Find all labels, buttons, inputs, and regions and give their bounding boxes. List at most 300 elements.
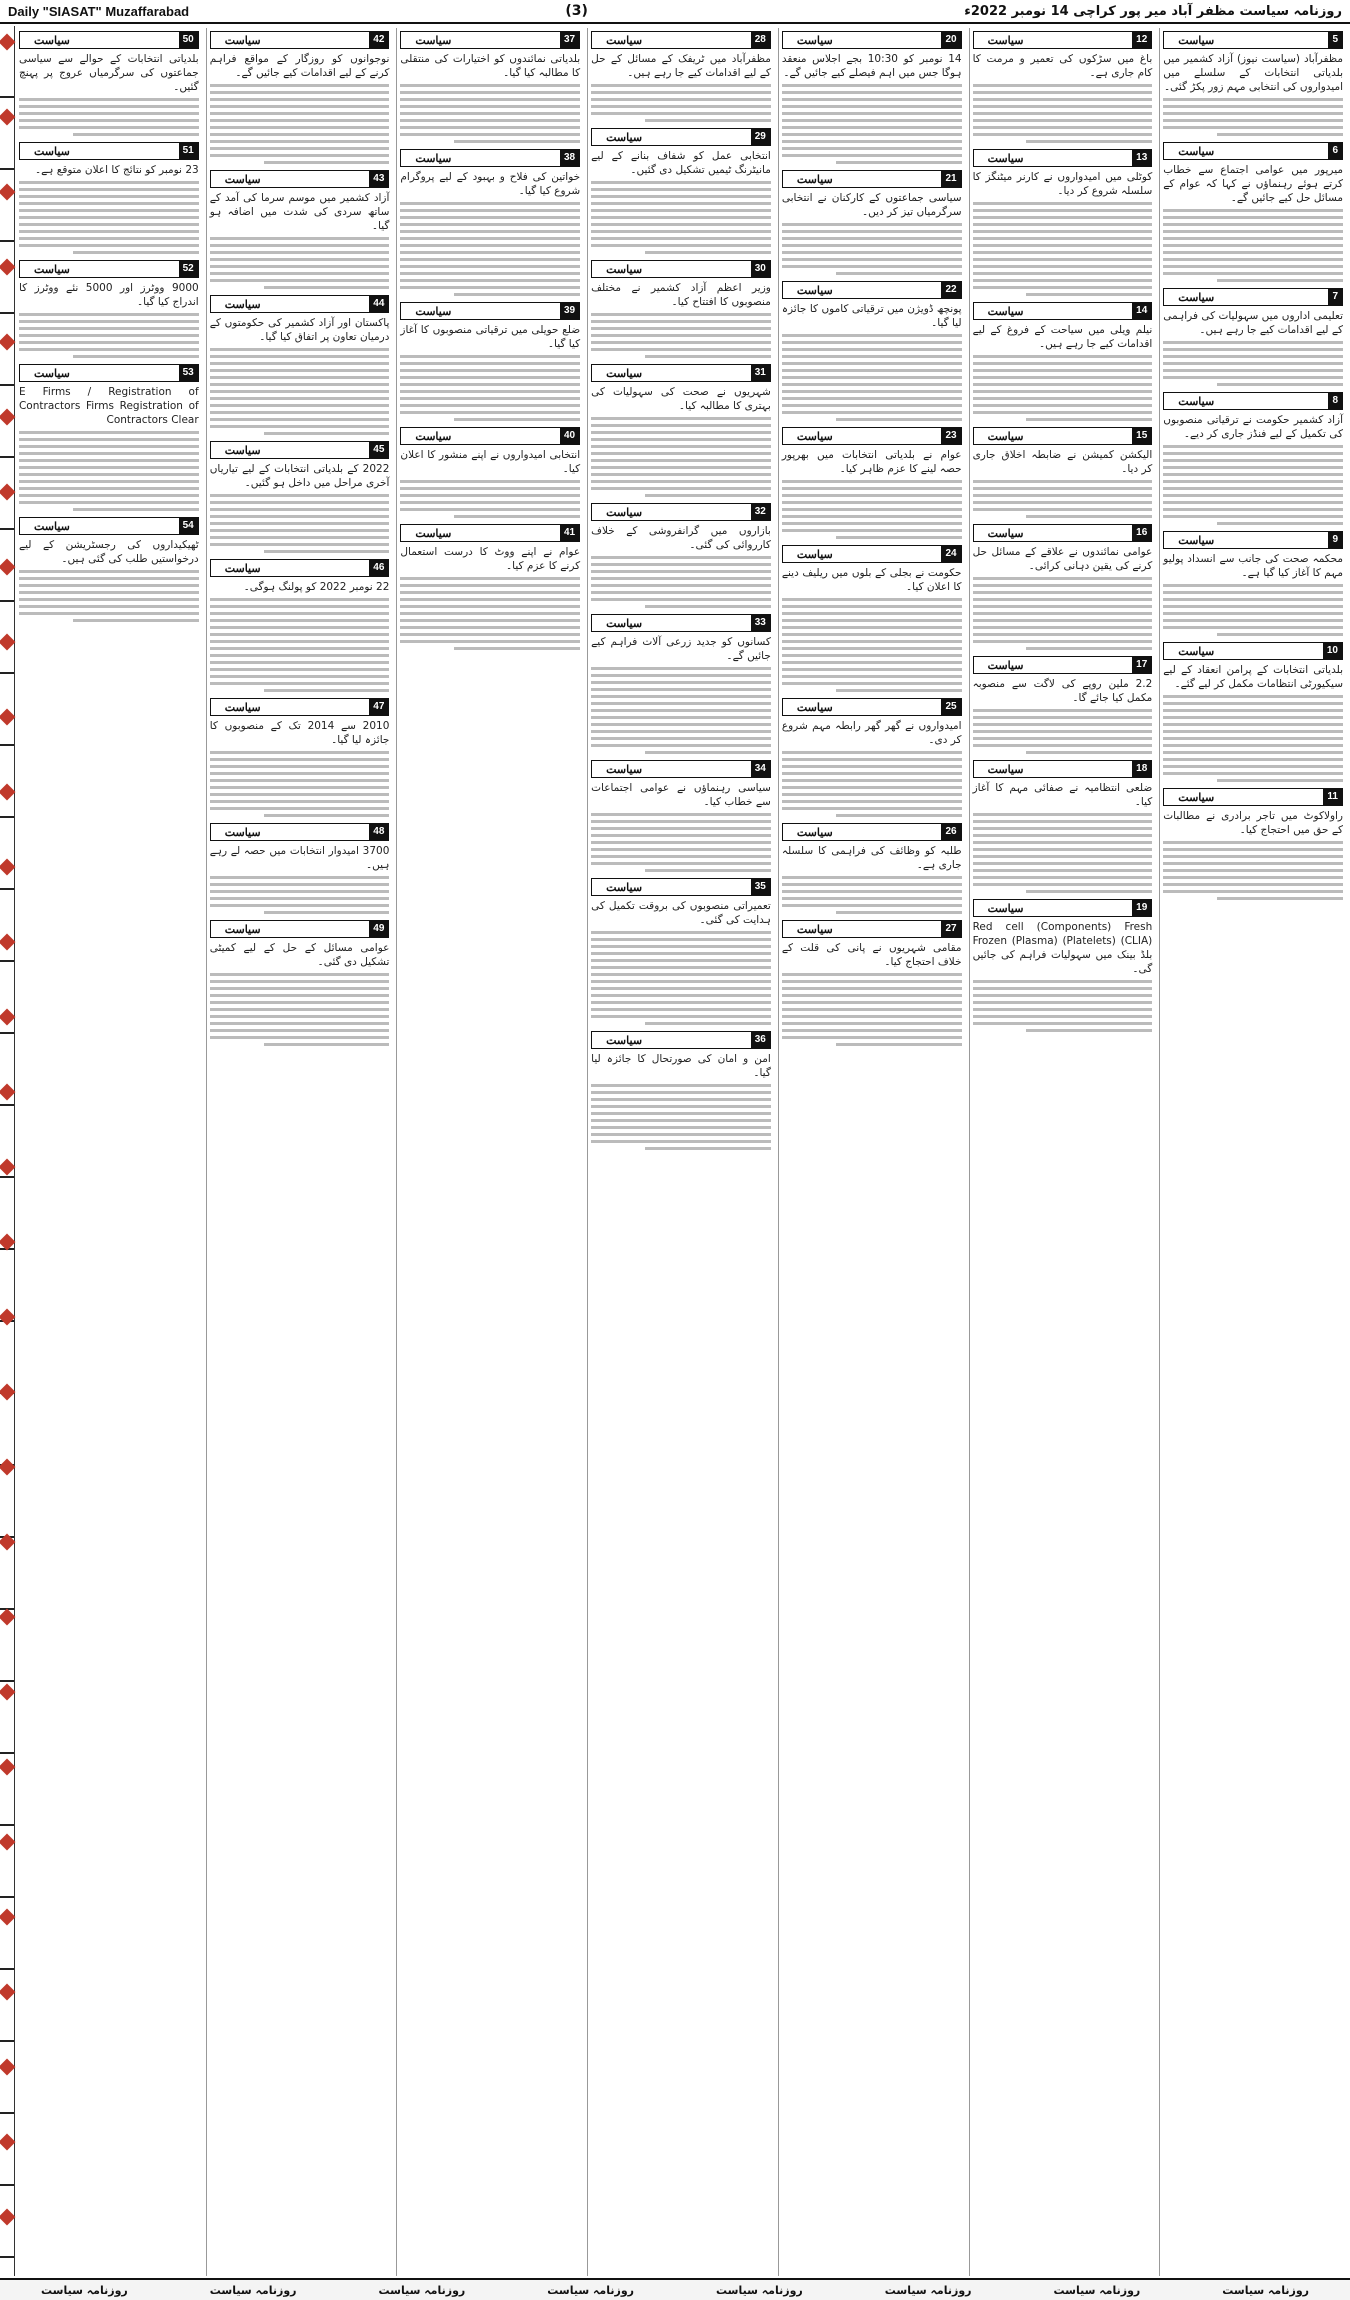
article-item: [1163, 288, 1343, 386]
rail-star-icon: [0, 34, 15, 51]
bottom-strip: [0, 2278, 1350, 2300]
article-text: عوامی نمائندوں نے علاقے کے مسائل حل کرنے کی یقین دہانی کرائی۔: [972, 546, 1153, 572]
text-filler: [782, 84, 962, 164]
article-item: [591, 364, 771, 497]
section-badge: [400, 524, 580, 542]
section-label: سیاست: [33, 33, 70, 47]
section-badge: [591, 878, 771, 896]
section-badge: [973, 149, 1153, 167]
article-text: 3700 امیدوار انتخابات میں حصہ لے رہے ہیں۔: [209, 845, 390, 871]
text-filler: [591, 1084, 771, 1150]
text-filler: [19, 181, 199, 254]
rail-star-icon: [0, 484, 15, 501]
rail-star-icon: [0, 2134, 15, 2151]
section-badge: [591, 260, 771, 278]
rail-star-icon: [0, 1309, 15, 1326]
rail-star-icon: [0, 634, 15, 651]
article-text: امیدواروں نے گھر گھر رابطہ مہم شروع کر دی۔: [781, 720, 962, 746]
section-label: سیاست: [415, 526, 452, 540]
text-filler: [591, 813, 771, 872]
text-filler: [210, 237, 390, 289]
article-item: [591, 503, 771, 608]
rail-star-icon: [0, 1009, 15, 1026]
article-text: بازاروں میں گرانفروشی کے خلاف کارروائی کی گئی۔: [591, 525, 771, 551]
article-item: [782, 823, 962, 914]
text-filler: [973, 355, 1153, 421]
section-label: سیاست: [987, 901, 1024, 915]
item-number: 41: [560, 525, 579, 541]
section-label: سیاست: [796, 547, 833, 561]
article-text: 22 نومبر 2022 کو پولنگ ہوگی۔: [243, 581, 390, 593]
article-item: [19, 517, 199, 622]
article-item: [782, 427, 962, 539]
text-filler: [210, 973, 390, 1046]
item-number: 50: [179, 32, 198, 48]
rail-star-icon: [0, 109, 15, 126]
text-filler: [782, 973, 962, 1046]
section-badge: [1163, 31, 1343, 49]
article-text: سیاسی رہنماؤں نے عوامی اجتماعات سے خطاب کیا۔: [591, 782, 771, 808]
section-label: سیاست: [415, 33, 452, 47]
text-filler: [19, 570, 199, 622]
article-item: [591, 760, 771, 872]
section-badge: [400, 427, 580, 445]
text-filler: [973, 577, 1153, 650]
masthead: [0, 0, 1350, 24]
section-label: سیاست: [987, 304, 1024, 318]
item-number: 18: [1132, 761, 1151, 777]
article-item: [973, 149, 1153, 296]
text-filler: [782, 480, 962, 539]
text-filler: [400, 84, 580, 143]
article-text: بلدیاتی نمائندوں کو اختیارات کی منتقلی کا مطالبہ کیا گیا۔: [400, 53, 581, 79]
article-item: [210, 559, 390, 692]
section-badge: [210, 698, 390, 716]
text-filler: [782, 751, 962, 817]
section-label: سیاست: [1178, 790, 1215, 804]
article-text: میرپور میں عوامی اجتماع سے خطاب کرتے ہوئے رہنماؤں نے کہا کہ عوام کے مسائل حل کیے جائیں گے۔: [1163, 164, 1343, 204]
bottom-strip-label: روزنامہ سیاست: [378, 2283, 466, 2297]
rail-star-icon: [0, 184, 15, 201]
article-item: [400, 524, 580, 650]
article-text: 9000 ووٹرز اور 5000 نئے ووٹرز کا اندراج کیا گیا۔: [18, 282, 199, 308]
section-badge: [1163, 531, 1343, 549]
text-filler: [973, 709, 1153, 754]
section-label: سیاست: [224, 700, 261, 714]
section-badge: [210, 559, 390, 577]
text-filler: [19, 431, 199, 511]
section-badge: [782, 281, 962, 299]
article-item: [1163, 31, 1343, 136]
section-label: سیاست: [1178, 394, 1215, 408]
item-number: 31: [751, 365, 770, 381]
section-badge: [210, 31, 390, 49]
article-item: [210, 295, 390, 435]
article-item: [1163, 788, 1343, 900]
section-badge: [19, 142, 199, 160]
page-number: (3): [565, 3, 588, 19]
section-badge: [591, 31, 771, 49]
article-text: Red cell (Components) Fresh Frozen (Plasma) (Platelets) (CLIA) بلڈ بینک میں سہولیات فراہم کی جائیں گی۔: [972, 921, 1153, 975]
article-item: [973, 656, 1153, 754]
article-text: نیلم ویلی میں سیاحت کے فروغ کے لیے اقدامات کیے جا رہے ہیں۔: [972, 324, 1153, 350]
article-text: نوجوانوں کو روزگار کے مواقع فراہم کرنے کے لیے اقدامات کیے جائیں گے۔: [209, 53, 390, 79]
column-3: [778, 28, 965, 2276]
article-item: [210, 31, 390, 164]
article-text: کسانوں کو جدید زرعی آلات فراہم کیے جائیں گے۔: [591, 636, 771, 662]
section-badge: [591, 760, 771, 778]
article-text: بلدیاتی انتخابات کے پرامن انعقاد کے لیے سیکیورٹی انتظامات مکمل کر لیے گئے۔: [1163, 664, 1343, 690]
section-badge: [973, 524, 1153, 542]
section-badge: [782, 545, 962, 563]
section-badge: [400, 31, 580, 49]
item-number: 44: [369, 296, 388, 312]
rail-star-icon: [0, 709, 15, 726]
section-label: سیاست: [606, 1033, 643, 1047]
article-text: 2010 سے 2014 تک کے منصوبوں کا جائزہ لیا گیا۔: [209, 720, 390, 746]
article-text: بلدیاتی انتخابات کے حوالے سے سیاسی جماعتوں کی سرگرمیاں عروج پر پہنچ گئیں۔: [18, 53, 199, 93]
item-number: 7: [1328, 289, 1342, 305]
section-label: سیاست: [224, 33, 261, 47]
article-text: عوام نے اپنے ووٹ کا درست استعمال کرنے کا عزم کیا۔: [400, 546, 581, 572]
rail-star-icon: [0, 2209, 15, 2226]
item-number: 29: [751, 129, 770, 145]
section-badge: [210, 823, 390, 841]
rail-star-icon: [0, 934, 15, 951]
article-item: [973, 31, 1153, 143]
rail-star-icon: [0, 1759, 15, 1776]
text-filler: [210, 876, 390, 914]
item-number: 6: [1328, 143, 1342, 159]
article-item: [973, 524, 1153, 650]
article-text: مقامی شہریوں نے پانی کی قلت کے خلاف احتجاج کیا۔: [781, 942, 962, 968]
text-filler: [1163, 341, 1343, 386]
rail-star-icon: [0, 1084, 15, 1101]
text-filler: [210, 751, 390, 817]
article-item: [591, 614, 771, 754]
article-item: [782, 698, 962, 817]
item-number: 47: [369, 699, 388, 715]
column-5: [396, 28, 583, 2276]
article-text: تعمیراتی منصوبوں کی بروقت تکمیل کی ہدایت کی گئی۔: [591, 900, 771, 926]
item-number: 51: [179, 143, 198, 159]
text-filler: [782, 876, 962, 914]
article-text: آزاد کشمیر حکومت نے ترقیاتی منصوبوں کی تکمیل کے لیے فنڈز جاری کر دیے۔: [1163, 414, 1343, 440]
article-text: الیکشن کمیشن نے ضابطہ اخلاق جاری کر دیا۔: [972, 449, 1153, 475]
bottom-strip-label: روزنامہ سیاست: [1053, 2283, 1141, 2297]
article-item: [19, 364, 199, 511]
text-filler: [782, 223, 962, 275]
article-text: طلبہ کو وظائف کی فراہمی کا سلسلہ جاری ہے۔: [781, 845, 962, 871]
article-item: [400, 302, 580, 421]
section-label: سیاست: [606, 366, 643, 380]
section-label: سیاست: [1178, 144, 1215, 158]
section-badge: [591, 364, 771, 382]
section-badge: [973, 899, 1153, 917]
article-item: [782, 920, 962, 1046]
section-badge: [591, 503, 771, 521]
article-item: [19, 260, 199, 358]
article-text: 23 نومبر کو نتائج کا اعلان متوقع ہے۔: [34, 164, 199, 176]
article-text: مظفرآباد میں ٹریفک کے مسائل کے حل کے لیے اقدامات کیے جا رہے ہیں۔: [591, 53, 771, 79]
rail-star-icon: [0, 1984, 15, 2001]
text-filler: [591, 181, 771, 254]
text-filler: [400, 480, 580, 518]
section-label: سیاست: [796, 825, 833, 839]
section-label: سیاست: [33, 144, 70, 158]
section-badge: [782, 427, 962, 445]
section-label: سیاست: [987, 151, 1024, 165]
text-filler: [1163, 445, 1343, 525]
article-item: [210, 823, 390, 914]
section-badge: [973, 302, 1153, 320]
rail-star-icon: [0, 1909, 15, 1926]
item-number: 30: [751, 261, 770, 277]
text-filler: [1163, 98, 1343, 136]
item-number: 9: [1328, 532, 1342, 548]
article-text: ضلع حویلی میں ترقیاتی منصوبوں کا آغاز کیا گیا۔: [400, 324, 581, 350]
left-decorative-rail: [0, 26, 15, 2276]
bottom-strip-label: روزنامہ سیاست: [209, 2283, 297, 2297]
section-badge: [400, 302, 580, 320]
section-label: سیاست: [415, 304, 452, 318]
article-text: مظفرآباد (سیاست نیوز) آزاد کشمیر میں بلدیاتی انتخابات کے سلسلے میں امیدواروں کی انتخابی مہم زور پکڑ گئی۔: [1163, 53, 1343, 93]
article-item: [782, 170, 962, 275]
section-badge: [1163, 788, 1343, 806]
column-1: [1159, 28, 1346, 2276]
column-6: [206, 28, 393, 2276]
section-badge: [782, 920, 962, 938]
section-badge: [782, 698, 962, 716]
item-number: 16: [1132, 525, 1151, 541]
article-item: [19, 142, 199, 254]
item-number: 10: [1323, 643, 1342, 659]
rail-star-icon: [0, 1834, 15, 1851]
section-badge: [210, 170, 390, 188]
text-filler: [973, 813, 1153, 893]
item-number: 21: [941, 171, 960, 187]
section-label: سیاست: [796, 429, 833, 443]
section-label: سیاست: [224, 443, 261, 457]
article-text: پاکستان اور آزاد کشمیر کی حکومتوں کے درمیان تعاون پر اتفاق کیا گیا۔: [209, 317, 390, 343]
text-filler: [210, 598, 390, 692]
rail-star-icon: [0, 1684, 15, 1701]
rail-star-icon: [0, 859, 15, 876]
column-2: [969, 28, 1156, 2276]
article-item: [19, 31, 199, 136]
section-label: سیاست: [224, 922, 261, 936]
section-badge: [591, 614, 771, 632]
item-number: 15: [1132, 428, 1151, 444]
text-filler: [973, 84, 1153, 143]
section-label: سیاست: [1178, 533, 1215, 547]
article-text: امن و امان کی صورتحال کا جائزہ لیا گیا۔: [591, 1053, 771, 1079]
text-filler: [1163, 209, 1343, 282]
text-filler: [973, 202, 1153, 296]
item-number: 11: [1323, 789, 1342, 805]
section-label: سیاست: [33, 519, 70, 533]
article-item: [973, 302, 1153, 421]
item-number: 32: [751, 504, 770, 520]
article-item: [782, 31, 962, 164]
item-number: 42: [369, 32, 388, 48]
section-label: سیاست: [224, 297, 261, 311]
section-badge: [973, 760, 1153, 778]
section-label: سیاست: [987, 526, 1024, 540]
section-label: سیاست: [1178, 644, 1215, 658]
section-label: سیاست: [796, 33, 833, 47]
section-label: سیاست: [987, 762, 1024, 776]
article-item: [782, 281, 962, 421]
text-filler: [210, 494, 390, 553]
item-number: 27: [941, 921, 960, 937]
rail-star-icon: [0, 1534, 15, 1551]
article-text: 2022 کے بلدیاتی انتخابات کے لیے تیاریاں آخری مراحل میں داخل ہو گئیں۔: [209, 463, 390, 489]
article-item: [400, 31, 580, 143]
section-badge: [19, 517, 199, 535]
item-number: 33: [751, 615, 770, 631]
rail-star-icon: [0, 409, 15, 426]
article-text: باغ میں سڑکوں کی تعمیر و مرمت کا کام جاری ہے۔: [972, 53, 1153, 79]
text-filler: [400, 202, 580, 296]
text-filler: [400, 355, 580, 421]
article-text: 2.2 ملین روپے کی لاگت سے منصوبہ مکمل کیا جائے گا۔: [972, 678, 1153, 704]
article-item: [591, 878, 771, 1025]
section-badge: [591, 128, 771, 146]
bottom-strip-label: روزنامہ سیاست: [884, 2283, 972, 2297]
item-number: 13: [1132, 150, 1151, 166]
section-label: سیاست: [606, 130, 643, 144]
article-item: [973, 427, 1153, 518]
text-filler: [591, 417, 771, 497]
article-text: وزیر اعظم آزاد کشمیر نے مختلف منصوبوں کا افتتاح کیا۔: [591, 282, 771, 308]
text-filler: [210, 84, 390, 164]
item-number: 37: [560, 32, 579, 48]
item-number: 36: [751, 1032, 770, 1048]
text-filler: [400, 577, 580, 650]
section-badge: [19, 31, 199, 49]
article-text: ٹھیکیداروں کی رجسٹریشن کے لیے درخواستیں طلب کی گئی ہیں۔: [18, 539, 199, 565]
text-filler: [591, 667, 771, 754]
section-label: سیاست: [606, 33, 643, 47]
column-4: [587, 28, 774, 2276]
article-item: [591, 260, 771, 358]
item-number: 20: [941, 32, 960, 48]
section-label: سیاست: [796, 283, 833, 297]
section-badge: [782, 31, 962, 49]
section-label: سیاست: [987, 429, 1024, 443]
text-filler: [591, 313, 771, 358]
paper-name: Daily "SIASAT" Muzaffarabad: [8, 3, 190, 19]
article-text: آزاد کشمیر میں موسم سرما کی آمد کے ساتھ سردی کی شدت میں اضافہ ہو گیا۔: [209, 192, 390, 232]
article-text: پونچھ ڈویژن میں ترقیاتی کاموں کا جائزہ لیا گیا۔: [781, 303, 962, 329]
article-item: [400, 427, 580, 518]
article-text: محکمہ صحت کی جانب سے انسداد پولیو مہم کا آغاز کیا گیا ہے۔: [1163, 553, 1343, 579]
rail-star-icon: [0, 334, 15, 351]
section-badge: [1163, 392, 1343, 410]
section-label: سیاست: [796, 172, 833, 186]
section-label: سیاست: [796, 922, 833, 936]
column-7: [16, 28, 202, 2276]
item-number: 8: [1328, 393, 1342, 409]
article-item: [782, 545, 962, 692]
section-label: سیاست: [606, 262, 643, 276]
article-text: E Firms / Registration of Contractors Firms Registration of Contractors Clear: [18, 386, 199, 426]
item-number: 34: [751, 761, 770, 777]
section-badge: [210, 920, 390, 938]
item-number: 22: [941, 282, 960, 298]
item-number: 45: [369, 442, 388, 458]
text-filler: [973, 480, 1153, 518]
rail-star-icon: [0, 784, 15, 801]
article-item: [1163, 392, 1343, 525]
item-number: 48: [369, 824, 388, 840]
item-number: 39: [560, 303, 579, 319]
article-text: تعلیمی اداروں میں سہولیات کی فراہمی کے لیے اقدامات کیے جا رہے ہیں۔: [1163, 310, 1343, 336]
rail-star-icon: [0, 259, 15, 276]
article-item: [210, 441, 390, 553]
text-filler: [210, 348, 390, 435]
item-number: 43: [369, 171, 388, 187]
article-text: 14 نومبر کو 10:30 بجے اجلاس منعقد ہوگا جس میں اہم فیصلے کیے جائیں گے۔: [781, 53, 962, 79]
section-badge: [1163, 288, 1343, 306]
item-number: 26: [941, 824, 960, 840]
item-number: 46: [369, 560, 388, 576]
section-label: سیاست: [1178, 290, 1215, 304]
bottom-strip-label: روزنامہ سیاست: [1222, 2283, 1309, 2297]
article-item: [591, 128, 771, 254]
section-badge: [782, 170, 962, 188]
section-badge: [782, 823, 962, 841]
article-text: حکومت نے بجلی کے بلوں میں ریلیف دینے کا اعلان کیا۔: [781, 567, 962, 593]
text-filler: [973, 980, 1153, 1032]
section-badge: [19, 364, 199, 382]
section-label: سیاست: [987, 33, 1024, 47]
rail-star-icon: [0, 1459, 15, 1476]
article-item: [1163, 642, 1343, 782]
section-badge: [210, 441, 390, 459]
text-filler: [782, 598, 962, 692]
section-label: سیاست: [987, 658, 1024, 672]
article-item: [1163, 531, 1343, 636]
text-filler: [591, 84, 771, 122]
text-filler: [1163, 841, 1343, 900]
article-item: [973, 760, 1153, 893]
item-number: 25: [941, 699, 960, 715]
rail-star-icon: [0, 2059, 15, 2076]
article-text: عوامی مسائل کے حل کے لیے کمیٹی تشکیل دی گئی۔: [209, 942, 390, 968]
bottom-strip-label: روزنامہ سیاست: [716, 2283, 803, 2297]
section-label: سیاست: [224, 825, 261, 839]
article-text: سیاسی جماعتوں کے کارکنان نے انتخابی سرگرمیاں تیز کر دیں۔: [781, 192, 962, 218]
text-filler: [1163, 695, 1343, 782]
item-number: 40: [560, 428, 579, 444]
section-badge: [400, 149, 580, 167]
item-number: 53: [179, 365, 198, 381]
rail-star-icon: [0, 1234, 15, 1251]
article-item: [210, 698, 390, 817]
item-number: 12: [1132, 32, 1151, 48]
article-item: [591, 1031, 771, 1150]
article-text: عوام نے بلدیاتی انتخابات میں بھرپور حصہ لینے کا عزم ظاہر کیا۔: [781, 449, 962, 475]
article-item: [210, 170, 390, 289]
item-number: 28: [751, 32, 770, 48]
article-item: [1163, 142, 1343, 282]
article-item: [400, 149, 580, 296]
article-text: کوٹلی میں امیدواروں نے کارنر میٹنگز کا سلسلہ شروع کر دیا۔: [972, 171, 1153, 197]
section-badge: [19, 260, 199, 278]
item-number: 49: [369, 921, 388, 937]
